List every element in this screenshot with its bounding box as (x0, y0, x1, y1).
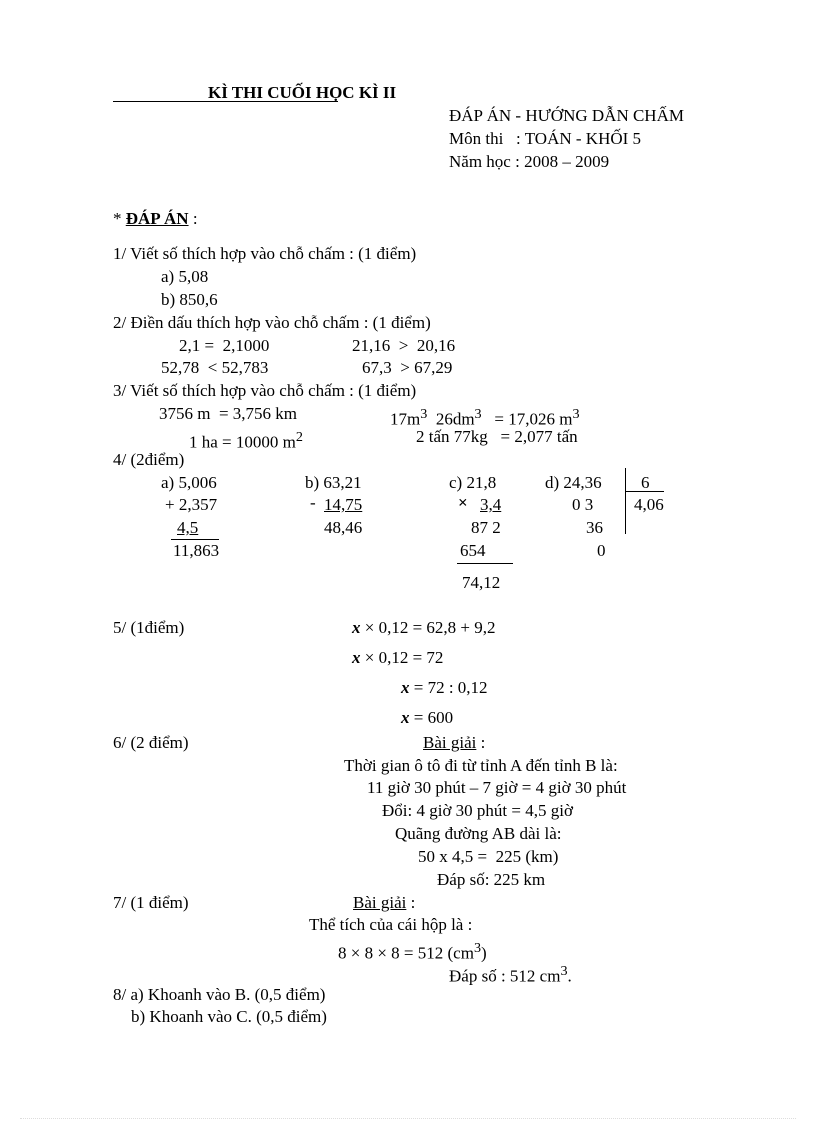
school-year: Năm học : 2008 – 2009 (449, 152, 610, 171)
q4a-result: 11,863 (173, 541, 220, 560)
q3-c2-part3: = 17,026 m (481, 409, 573, 429)
q3-c3-exp: 2 (295, 429, 303, 445)
q7-title: 7/ (1 điểm) (113, 893, 189, 912)
q4a-addend-3: 4,5 (177, 518, 199, 537)
q4c-partial-2: 654 (460, 541, 486, 560)
q4d-division-bar (625, 468, 626, 534)
q4d-remainder-3: 0 (597, 541, 606, 560)
q3-convert-2 (390, 404, 580, 430)
q3-convert-4: 2 tấn 77kg = 2,077 tấn (416, 427, 578, 446)
page-bottom-dotted-line (20, 1118, 796, 1119)
q7-line-2 (338, 938, 487, 964)
q7-l3-part1: Đáp số : 512 cm (449, 966, 561, 986)
q5-l2-rest: × 0,12 = 72 (360, 648, 444, 667)
q3-c2-exp2: 3 (474, 406, 482, 422)
q4d-remainder-2: 36 (586, 518, 603, 537)
q2-title: 2/ Điền dấu thích hợp vào chỗ chấm : (1 điểm) (113, 313, 431, 332)
q5-line-4 (401, 708, 453, 728)
q6-line-2: 11 giờ 30 phút – 7 giờ = 4 giờ 30 phút (367, 778, 627, 797)
q1-answer-b: b) 850,6 (161, 290, 218, 309)
q7-l3-exp: 3 (560, 963, 568, 979)
q4b-subtrahend: 14,75 (324, 495, 363, 514)
answer-title: ĐÁP ÁN - HƯỚNG DẪN CHẤM (449, 106, 684, 125)
q4c-partial-1: 87 2 (471, 518, 501, 537)
q5-l1-var: x (352, 618, 361, 637)
q8-line-b: b) Khoanh vào C. (0,5 điểm) (131, 1007, 327, 1026)
q4d-remainder-1: 0 3 (572, 495, 594, 514)
q7-heading (353, 893, 415, 913)
q4b-result: 48,46 (324, 518, 363, 537)
q4a-addend-2: + 2,357 (165, 495, 218, 514)
q4d-label: d) 24,36 (545, 473, 602, 492)
q4b-minus-sign: - (310, 493, 316, 512)
q7-l2-exp: 3 (473, 940, 482, 956)
q5-title: 5/ (1điểm) (113, 618, 185, 637)
q6-line-5: 50 x 4,5 = 225 (km) (418, 847, 559, 866)
section-heading (113, 209, 198, 229)
q3-c2-exp3: 3 (572, 406, 580, 422)
q3-c2-part2: 26dm (427, 409, 475, 429)
q8-line-a: 8/ a) Khoanh vào B. (0,5 điểm) (113, 985, 326, 1004)
q4a-sum-line (171, 539, 219, 540)
q5-line-3 (401, 678, 488, 698)
q6-heading (423, 733, 485, 753)
section-title: ĐÁP ÁN (125, 209, 189, 228)
q4b-label: b) 63,21 (305, 473, 362, 492)
exam-title: KÌ THI CUỐI HỌC KÌ II (208, 83, 397, 102)
q5-l3-var: x (401, 678, 410, 697)
q2-compare-4: 67,3 > 67,29 (362, 358, 453, 377)
q3-title: 3/ Viết số thích hợp vào chỗ chấm : (1 điểm) (113, 381, 417, 400)
q4c-times-sign: × (458, 493, 468, 512)
q5-l4-var: x (401, 708, 410, 727)
q6-title: 6/ (2 điểm) (113, 733, 189, 752)
q4d-quotient: 4,06 (634, 495, 664, 514)
q6-line-6: Đáp số: 225 km (437, 870, 546, 889)
q5-l2-var: x (352, 648, 361, 667)
q4-title: 4/ (2điểm) (113, 450, 185, 469)
q3-convert-3 (189, 427, 303, 453)
q7-l2-part1: 8 × 8 × 8 = 512 (cm (338, 943, 474, 963)
section-prefix: * (113, 209, 126, 228)
q7-line-1: Thể tích của cái hộp là : (309, 915, 473, 934)
q3-c2-exp1: 3 (420, 406, 428, 422)
q4a-label: a) 5,006 (161, 473, 217, 492)
q7-l2-part2: ) (481, 943, 487, 963)
q3-c3-part1: 1 ha = 10000 m (189, 432, 296, 452)
section-suffix: : (188, 209, 198, 228)
subject-line: Môn thi : TOÁN - KHỐI 5 (449, 129, 642, 148)
q3-convert-1: 3756 m = 3,756 km (159, 404, 298, 423)
q4c-label: c) 21,8 (449, 473, 497, 492)
q4d-divisor: 6 (641, 473, 650, 492)
q4d-divisor-line (626, 491, 664, 492)
q6-line-3: Đổi: 4 giờ 30 phút = 4,5 giờ (382, 801, 573, 820)
q2-compare-1: 2,1 = 2,1000 (179, 336, 270, 355)
q6-line-1: Thời gian ô tô đi từ tỉnh A đến tỉnh B là: (344, 756, 618, 775)
q5-line-2 (352, 648, 443, 668)
q1-title: 1/ Viết số thích hợp vào chỗ chấm : (1 điểm) (113, 244, 417, 263)
q7-line-3 (449, 961, 572, 987)
q5-l4-rest: = 600 (409, 708, 454, 727)
q4c-result: 74,12 (462, 573, 501, 592)
q3-c2-part1: 17m (390, 409, 421, 429)
q4c-product-line (457, 563, 513, 564)
q6-heading-suffix: : (476, 733, 486, 752)
q5-l3-rest: = 72 : 0,12 (409, 678, 488, 697)
q7-l3-part2: . (567, 966, 572, 986)
q6-line-4: Quãng đường AB dài là: (395, 824, 562, 843)
q5-l1-rest: × 0,12 = 62,8 + 9,2 (360, 618, 496, 637)
q7-heading-text: Bài giải (353, 893, 407, 912)
q2-compare-3: 52,78 < 52,783 (161, 358, 269, 377)
q7-heading-suffix: : (406, 893, 416, 912)
q4c-multiplier: 3,4 (480, 495, 502, 514)
q6-heading-text: Bài giải (423, 733, 477, 752)
q2-compare-2: 21,16 > 20,16 (352, 336, 456, 355)
q5-line-1 (352, 618, 496, 638)
q1-answer-a: a) 5,08 (161, 267, 209, 286)
